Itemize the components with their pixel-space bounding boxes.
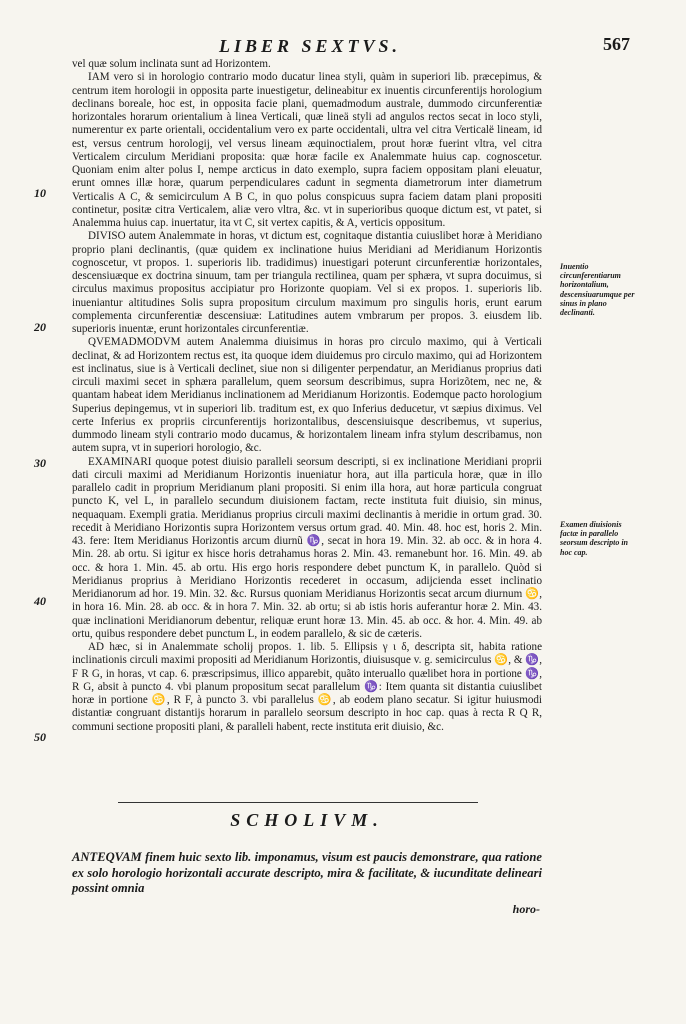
paragraph-examinari: EXAMINARI quoque potest diuisio paralleli seorsum descripti, si ex inclinatione Meridiani proprii dati circuli maximi ad Meridianum Horizontis inueniatur hora, aut illa particula horæ, quæ in illo parallelo cadit in proprium Meridianum plani propositi. Si enim illa hora, aut horæ particula congruat puncto K, vel L, in parallelo secundum diuisionem factam, recte instituta fuit diuisio, sin minus, nequaquam. Exempli gratia. Meridianus proprius circuli maximi declinantis à meridie in ortum grad. 30. recedit à Meridiano Horizontis supra Horizontem versus ortum grad. 40. Min. 48. hoc est, horis 2. Min. 43. fere: Item Meridianus Horizontis arcum diurnũ ♑, secat in hora 19. Min. 32. ab occ. & in hora 4. Min. 28. ab ortu. Si igitur ex hisce horis detrahamus horas 2. Min. 43. remanebunt hor. 16. Min. 49. ab occ. & hora 1. Min. 45. ab ortu. His ergo horis respondere debet punctum K, in parallelo. Quòd si Meridianus proprius à Meridiano Horizontis recederet in occasum, adijcienda esset inclinatio Meridianorum ad hor. 19. Min. 32. &c. Rursus quoniam Meridianus Horizontis secat arcum diurnum ♋, in hora 16. Min. 28. ab occ. & in hora 7. Min. 32. ab ortu; si ab istis horis auferantur horæ 2. Min. 43. quæ inclinationi Meridianorum debentur, reliquæ erunt horæ 13. Min. 45. ab occ. & hor. 4. Min. 49. ab ortu, quibus respondere debet punctum L, in eodem parallelo, & sic de cæteris. <box>72 455 542 640</box>
paragraph-quemadmodum: QVEMADMODVM autem Analemma diuisimus in horas pro circulo maximo, qui à Verticali declinat, & ad Horizontem rectus est, ita quoque idem diuidemus pro circulo maximo, qui ad Horizontem est inclinatus, siue is à Verticali declinet, siue non si diligenter perpendatur, an Meridianus proprius dati circuli maximi secet in sphæra parallelum, quem seorsum describimus, supra Horizõtem, nec ne, & quantam habeat idem Meridianus inclinationem ad Meridianum Horizontis. Eodemque pacto horologium Superius depingemus, vt in superiori lib. traditum est, ex quo Inferius deducetur, vt sæpius diximus. Vel certe Inferius ex propriis circunferentijs horizontalibus, descensiuisque describemus, vt superius, dummodo lineam styli contrario modo ducamus, & horizontalem lineam infra stylum describamus, non autem supra, vt in superiori horologio, &c. <box>72 336 542 455</box>
side-note-inventio: Inuentio circunferentiarum horizontalium, descensiuarumque per sinus in plano declinanti. <box>560 262 635 318</box>
side-note-examen: Examen diuisionis factæ in parallelo seorsum descripto in hoc cap. <box>560 520 629 557</box>
paragraph-iam-vero: IAM vero si in horologio contrario modo ducatur linea styli, quàm in superiori lib. præcepimus, & centrum item horologii in opposita parte inuestigetur, delineabitur ex inuentis circunferentijs horologium declinans boreale, hoc est, in opposita facie plani, quemadmodum australe, dummodo circunferentiæ horizontales horarum orientalium à linea Verticali, quæ lineä styli ad angulos rectos secat in loco styli, numerentur ex parte orientali, occidentalium vero ex parte occidentali, ultra vel citra Verticalë lineam, id est, versus centrum horologij, vel versus lineam æquinoctialem, prout horæ fuerint vltra, vel citra Verticalem circulum Meridiani proposita: quæ horæ facile ex Analemmate huius cap. cognoscetur. Quoniam enim alter polus I, nempe arcticus in dato exemplo, supra faciem oppositam plani eleuatur, erunt omnes illæ horæ, quarum perpendiculares cadunt in segmenta diametrorum inter diametrum Verticalis A C, & semicirculum A B C, in quo polus conspicuus supra faciem datam plani propositi continetur, positæ citra Verticalem, aliæ vero vltra, &c. vt in superioribus quoque dictum est, vt patet, si Analemma huius cap. inuertatur, ita vt C, sit vertex capitis, & A, verticis oppositum. <box>72 71 542 229</box>
catchword: horo- <box>512 902 540 916</box>
paragraph-ad-haec: AD hæc, si in Analemmate scholij propos. 1. lib. 5. Ellipsis γ ι δ, descripta sit, habita ratione inclinationis circuli maximi propositi ad Meridianum Horizontis, diuisusque v. g. semicirculus ♋, & ♑, F R G, in horas, vt cap. 6. præscripsimus, illico apparebit, quãto interuallo quælibet hora in portione ♑, R G, absit à puncto 4. vbi planum propositum secat parallelum ♑: Item quanta sit distantia cuiuslibet horæ in portione ♋, R F, à puncto 3. vbi parallelus ♋, ab eodem plano secatur. Si igitur huiusmodi distantiæ congruant distantijs horarum in parallelo seorsum descripto in hoc cap. quas à recta R Q R, communi sectione propositi plani, & paralleli habent, recte instituta erit diuisio, &c. <box>72 641 542 733</box>
paragraph-diviso: DIVISO autem Analemmate in horas, vt dictum est, cognitaque distantia cuiuslibet horæ à Meridiano proprio plani declinantis, (quæ quidem ex inclinatione huius Meridiani ad Meridianum Horizontis cognoscetur, vt propos. 1. superioris lib. tradidimus) inuestigari poterunt circunferentiæ horizontales, descensiuæque ex doctrina sinuum, tam per triangula rectilinea, quam per sphæra, vt supra docuimus, si circulus maximus propositus accipiatur pro Horizonte quopiam. Vel si ex propos. 1. superioris lib. inueniantur altitudines Solis supra propositum circulum maximum pro singulis horis, erunt earum complementa circunferentiæ descensiuæ: Latitudines autem vmbrarum per propos. 3. eiusdem lib. superioris inuentæ, erunt horizontales circunferentiæ. <box>72 230 542 335</box>
paragraph-continuation: vel quæ solum inclinata sunt ad Horizontem. <box>72 58 271 70</box>
line-number-30: 30 <box>34 456 46 470</box>
main-text <box>72 58 542 734</box>
line-number-10: 10 <box>34 186 46 200</box>
scholium-rule <box>118 802 478 803</box>
line-number-40: 40 <box>34 594 46 608</box>
scholium-heading: SCHOLIVM. <box>230 810 384 830</box>
running-title: LIBER SEXTVS. <box>218 36 402 56</box>
line-number-20: 20 <box>34 320 46 334</box>
running-head <box>0 30 686 58</box>
scholium-text: ANTEQVAM finem huic sexto lib. imponamus, visum est paucis demonstrare, qua ratione ex solo horologio horizontali accurate descripto, mira & facilitate, & iucunditate delineari possint omnia <box>72 850 542 895</box>
page-number: 567 <box>603 34 630 54</box>
line-number-50: 50 <box>34 730 46 744</box>
